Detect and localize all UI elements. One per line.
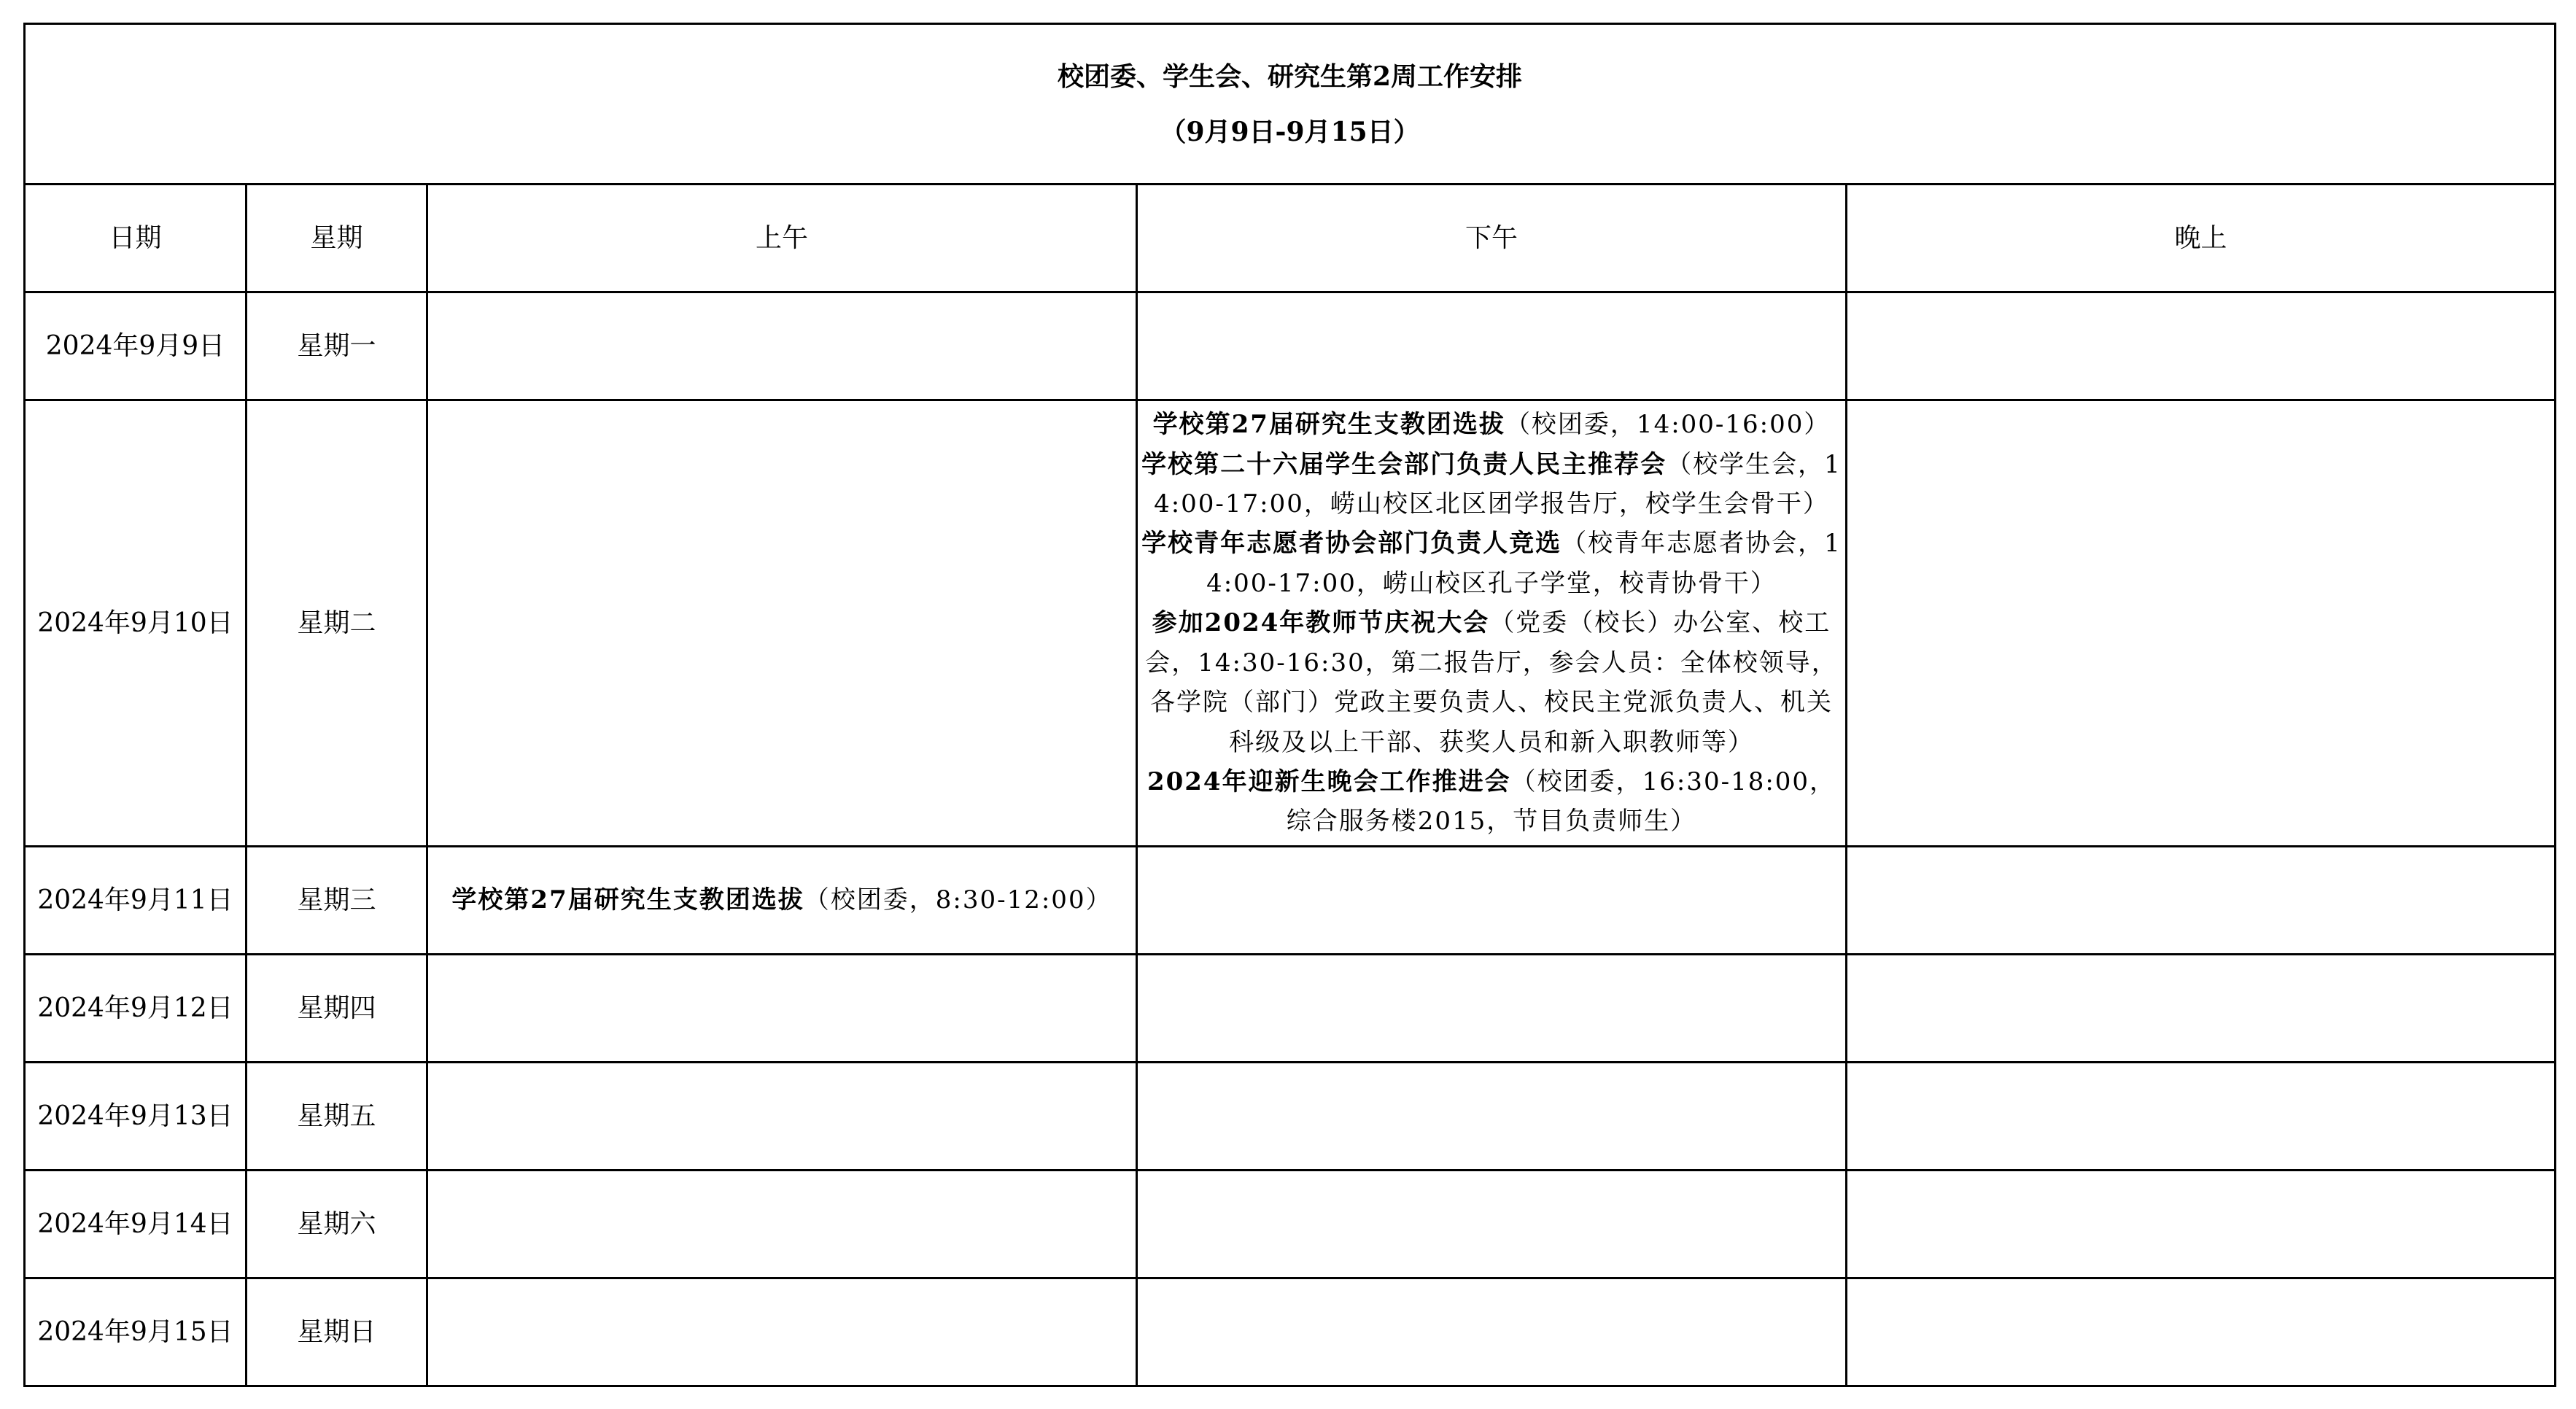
afternoon-cell	[1137, 955, 1847, 1063]
weekday-cell: 星期四	[247, 955, 427, 1063]
date-cell: 2024年9月9日	[25, 292, 247, 400]
table-title	[25, 24, 2556, 185]
title-line-1: 校团委、学生会、研究生第2周工作安排	[1058, 61, 1523, 92]
event-detail: （校学生会，14:00-17:00，崂山校区北区团学报告厅，校学生会骨干）	[1154, 449, 1842, 519]
table-row	[25, 292, 2556, 400]
evening-cell	[1847, 955, 2556, 1063]
column-header-weekday: 星期	[247, 185, 427, 292]
event-name: 学校第二十六届学生会部门负责人民主推荐会	[1141, 449, 1667, 479]
morning-cell	[427, 955, 1137, 1063]
table-row	[25, 1171, 2556, 1278]
event-detail: （校青年志愿者协会，14:00-17:00，崂山校区孔子学堂，校青协骨干）	[1206, 529, 1842, 598]
event-detail: （校团委，14:00-16:00）	[1505, 410, 1831, 440]
date-cell: 2024年9月13日	[25, 1063, 247, 1171]
afternoon-cell	[1137, 400, 1847, 847]
evening-cell	[1847, 1278, 2556, 1386]
evening-cell	[1847, 1063, 2556, 1171]
morning-cell	[427, 1278, 1137, 1386]
date-cell: 2024年9月11日	[25, 847, 247, 955]
table-row	[25, 955, 2556, 1063]
column-header-morning: 上午	[427, 185, 1137, 292]
morning-cell	[427, 292, 1137, 400]
evening-cell	[1847, 400, 2556, 847]
afternoon-cell	[1137, 1278, 1847, 1386]
date-cell: 2024年9月14日	[25, 1171, 247, 1278]
morning-cell	[427, 847, 1137, 955]
event-entry	[1138, 445, 1845, 524]
event-detail: （校团委，8:30-12:00）	[804, 885, 1112, 915]
title-line-2: （9月9日-9月15日）	[1160, 116, 1420, 147]
event-name: 学校第27届研究生支教团选拔	[1152, 410, 1505, 440]
afternoon-cell	[1137, 1171, 1847, 1278]
morning-cell	[427, 1063, 1137, 1171]
event-name: 学校青年志愿者协会部门负责人竞选	[1141, 529, 1562, 559]
event-name: 学校第27届研究生支教团选拔	[451, 885, 804, 915]
morning-cell	[427, 400, 1137, 847]
table-row	[25, 1278, 2556, 1386]
weekday-cell: 星期六	[247, 1171, 427, 1278]
event-name: 2024年迎新生晚会工作推进会	[1147, 766, 1511, 796]
afternoon-cell	[1137, 1063, 1847, 1171]
event-entry	[428, 880, 1136, 920]
afternoon-cell	[1137, 847, 1847, 955]
weekday-cell: 星期五	[247, 1063, 427, 1171]
evening-cell	[1847, 1171, 2556, 1278]
event-name: 参加2024年教师节庆祝大会	[1152, 608, 1490, 638]
weekday-cell: 星期二	[247, 400, 427, 847]
header-row	[25, 185, 2556, 292]
weekday-cell: 星期日	[247, 1278, 427, 1386]
table-row	[25, 847, 2556, 955]
evening-cell	[1847, 847, 2556, 955]
weekday-cell: 星期一	[247, 292, 427, 400]
afternoon-cell	[1137, 292, 1847, 400]
event-detail: （党委（校长）办公室、校工会，14:30-16:30，第二报告厅，参会人员：全体校领导，各学院（部门）党政主要负责人、校民主党派负责人、机关科级及以上干部、获奖人员和新入职教师等）	[1145, 608, 1838, 757]
column-header-date: 日期	[25, 185, 247, 292]
event-detail: （校团委，16:30-18:00，综合服务楼2015，节目负责师生）	[1286, 766, 1836, 837]
title-row	[25, 24, 2556, 185]
event-entry	[1138, 524, 1845, 603]
event-entry	[1138, 762, 1845, 842]
table-row	[25, 1063, 2556, 1171]
morning-cell	[427, 1171, 1137, 1278]
date-cell: 2024年9月10日	[25, 400, 247, 847]
schedule-sheet	[23, 23, 2554, 1385]
event-entry	[1138, 405, 1845, 444]
date-cell: 2024年9月12日	[25, 955, 247, 1063]
date-cell: 2024年9月15日	[25, 1278, 247, 1386]
schedule-table	[23, 23, 2556, 1387]
column-header-afternoon: 下午	[1137, 185, 1847, 292]
evening-cell	[1847, 292, 2556, 400]
event-entry	[1138, 603, 1845, 762]
column-header-evening: 晚上	[1847, 185, 2556, 292]
table-row	[25, 400, 2556, 847]
weekday-cell: 星期三	[247, 847, 427, 955]
